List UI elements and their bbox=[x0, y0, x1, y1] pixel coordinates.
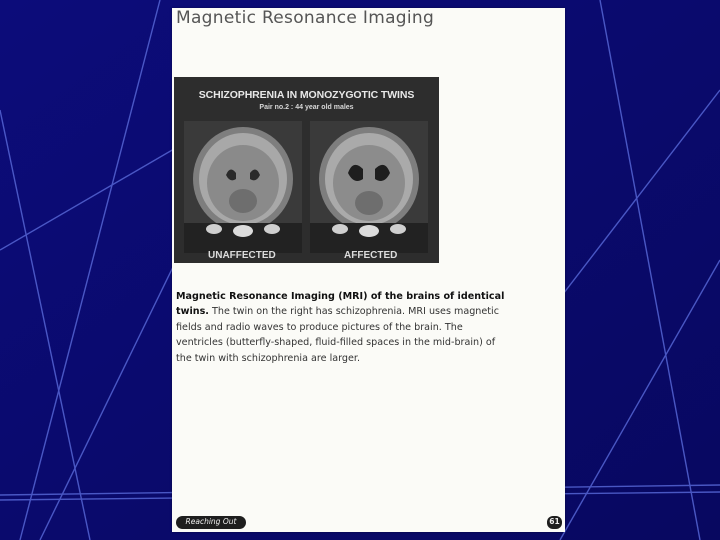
mri-figure bbox=[174, 77, 439, 263]
mri-scan-unaffected bbox=[184, 121, 302, 253]
label-affected: AFFECTED bbox=[344, 250, 398, 261]
page-number-badge bbox=[547, 516, 562, 529]
figure-subheading: Pair no.2 : 44 year old males bbox=[259, 104, 354, 111]
label-unaffected: UNAFFECTED bbox=[208, 250, 276, 261]
figure-caption bbox=[176, 289, 511, 366]
figure-heading: SCHIZOPHRENIA IN MONOZYGOTIC TWINS bbox=[198, 89, 415, 101]
mri-scan-affected bbox=[310, 121, 428, 253]
caption-body: The twin on the right has schizophrenia. MRI uses magnetic fields and radio waves to produce pictures of the brain. The ventricles (butterfly-shaped, fluid-filled spaces in the mid-brain) of the twin with schizophrenia are larger. bbox=[176, 306, 499, 364]
page-number: 61 bbox=[549, 517, 560, 526]
footer-tab-label: Reaching Out bbox=[185, 517, 237, 526]
document-page bbox=[172, 8, 565, 532]
footer-tab bbox=[176, 516, 246, 529]
caption-lead: Magnetic Resonance Imaging (MRI) of the brains of identical twins. bbox=[176, 291, 505, 318]
page-title: Magnetic Resonance Imaging bbox=[176, 8, 435, 28]
